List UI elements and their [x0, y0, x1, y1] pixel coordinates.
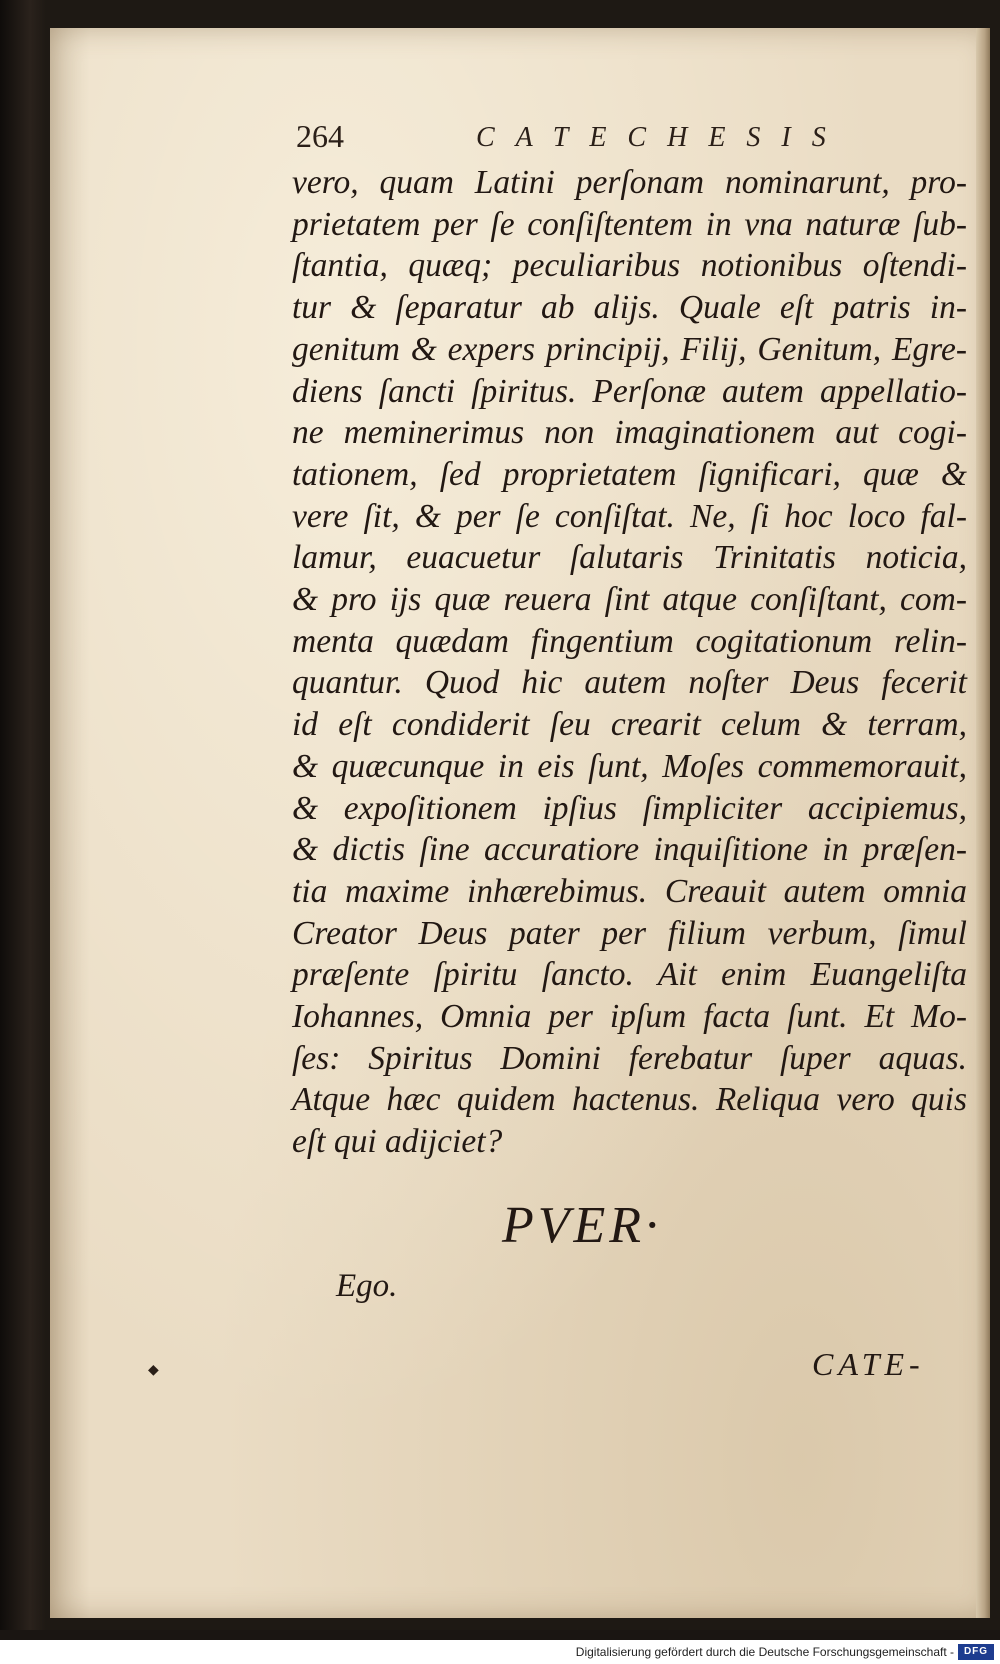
speaker-reply: Ego. — [336, 1268, 398, 1304]
text-line: lamur, euacuetur ſalutaris Trinitatis noticia, — [292, 539, 967, 577]
text-line: vere ſit, & per ſe conſiſtat. Ne, ſi hoc loco fal- — [292, 497, 967, 535]
funding-credit: Digitalisierung gefördert durch die Deutsche Forschungsgemeinschaft - — [575, 1645, 954, 1659]
text-line: quantur. Quod hic autem noſter Deus fecerit — [292, 664, 967, 702]
speaker-heading: PVER· — [502, 1197, 663, 1254]
text-line: & quæcunque in eis ſunt, Moſes commemorauit, — [292, 747, 967, 785]
text-line: eſt qui adijciet? — [292, 1123, 503, 1161]
text-line: & expoſitionem ipſius ſimpliciter accipiemus, — [292, 789, 967, 827]
dfg-logo: DFG — [958, 1644, 994, 1660]
text-line: menta quædam fingentium cogitationum relin- — [292, 622, 967, 660]
text-line: tur & ſeparatur ab alijs. Quale eſt patris in- — [292, 289, 967, 327]
text-line: prietatem per ſe conſiſtentem in vna naturæ ſub- — [292, 205, 967, 243]
digitization-footer — [0, 1640, 1000, 1664]
page-header — [296, 118, 856, 158]
text-line: tationem, ſed proprietatem ſignificari, quæ & — [292, 455, 967, 493]
body-text — [292, 162, 967, 1163]
running-title: CATECHESIS — [476, 122, 847, 153]
page-edge — [976, 28, 990, 1618]
text-line: ſes: Spiritus Domini ferebatur ſuper aquas. — [292, 1039, 967, 1077]
text-line: Atque hæc quidem hactenus. Reliqua vero quis — [292, 1081, 967, 1119]
ink-speck: ◆ — [148, 1362, 159, 1378]
text-line: ne meminerimus non imaginationem aut cogi- — [292, 414, 967, 452]
text-line: tia maxime inhærebimus. Creauit autem omnia — [292, 872, 967, 910]
text-line: Iohannes, Omnia per ipſum facta ſunt. Et Mo- — [292, 998, 967, 1036]
text-line: id eſt condiderit ſeu crearit celum & terram, — [292, 706, 967, 744]
text-line: & dictis ſine accuratiore inquiſitione in præſen- — [292, 831, 967, 869]
text-line: præſente ſpiritu ſancto. Ait enim Euangeliſta — [292, 956, 967, 994]
text-line: vero, quam Latini perſonam nominarunt, pro- — [292, 164, 967, 201]
text-line: diens ſancti ſpiritus. Perſonæ autem appellatio- — [292, 372, 967, 410]
text-line: ſtantia, quæq; peculiaribus notionibus oſtendi- — [292, 247, 967, 285]
page-number: 264 — [296, 118, 344, 154]
text-line: Creator Deus pater per filium verbum, ſimul — [292, 914, 967, 952]
catchword: CATE- — [812, 1346, 925, 1382]
text-line: & pro ijs quæ reuera ſint atque conſiſtant, com- — [292, 581, 967, 619]
text-line: genitum & expers principij, Filij, Genitum, Egre- — [292, 330, 967, 368]
